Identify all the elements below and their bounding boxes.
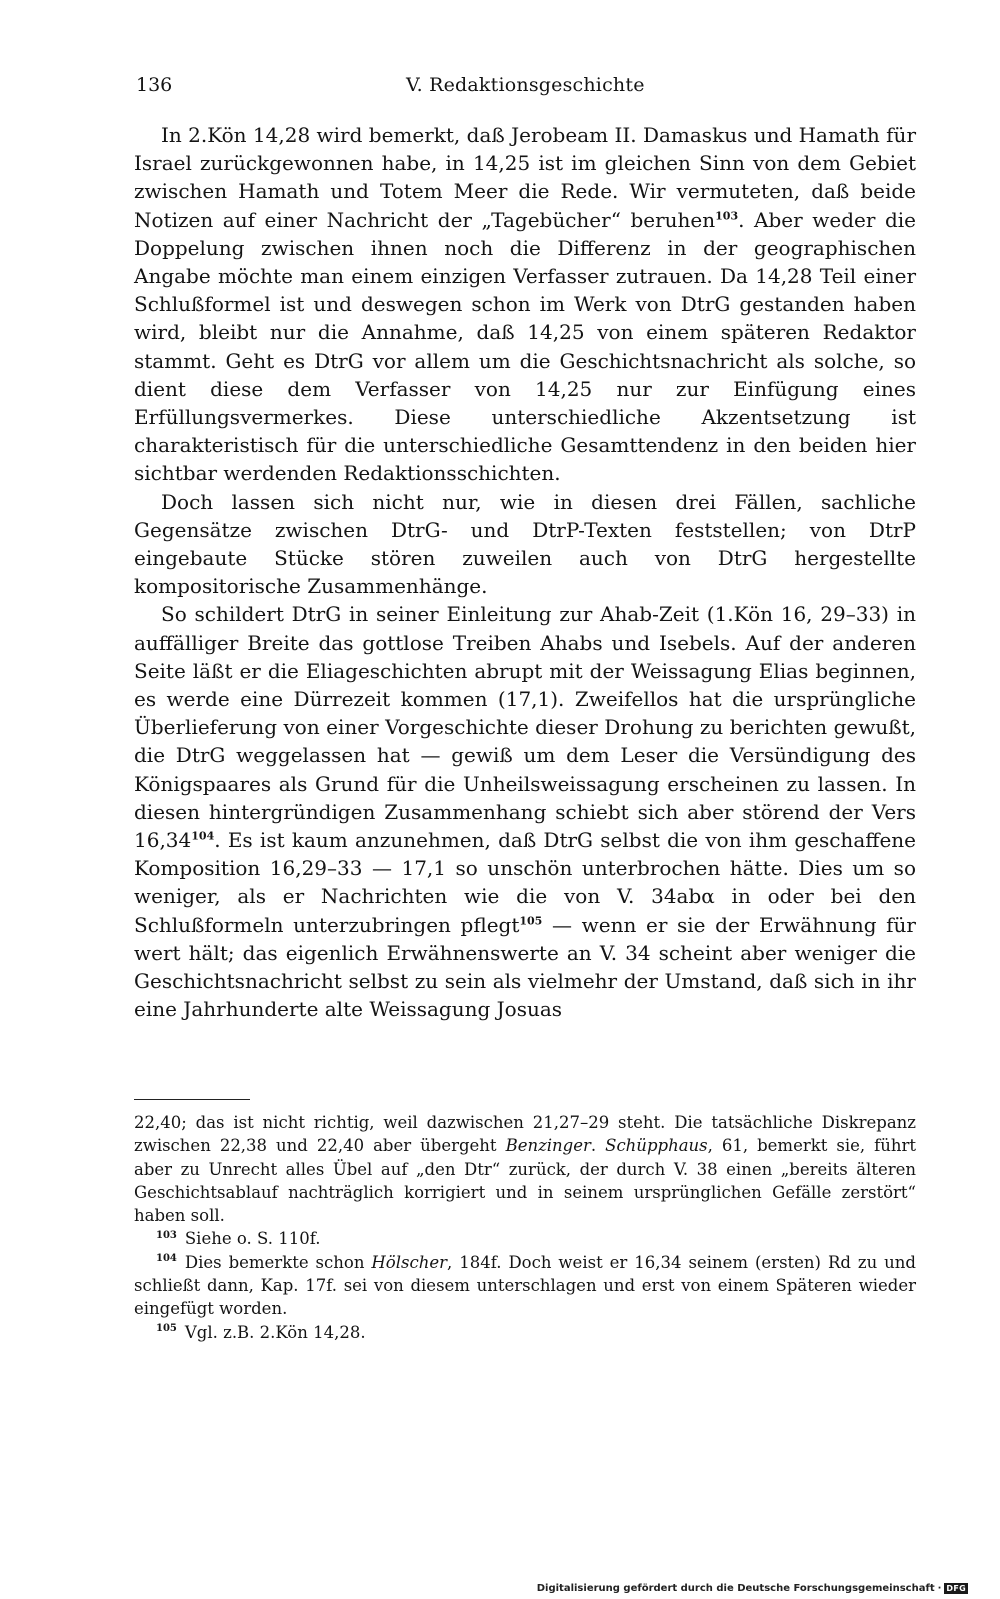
- chapter-title: V. Redaktionsgeschichte: [406, 74, 645, 96]
- page-number: 136: [136, 74, 173, 96]
- footnote-105-text: Vgl. z.B. 2.Kön 14,28.: [184, 1322, 366, 1342]
- paragraph-1: [134, 121, 916, 488]
- footnote-continuation-text-a: 22,40; das ist nicht richtig, weil dazwischen 21,27–29 steht. Die tatsächliche Diskrepanz zwischen 22,38 und 22,40 aber übergeht: [134, 1113, 916, 1156]
- digitization-credit: [537, 1583, 968, 1594]
- author-hoelscher: Hölscher: [371, 1252, 448, 1272]
- paragraph-3-text-b: . Es ist kaum anzunehmen, daß DtrG selbst die von ihm geschaffene Komposition 16,29–33 — 17,1 so unschön unterbrochen hätte. Dies um so weniger, als er Nachrichten wie die von V. 34abα in oder bei den Schlußformeln unterzubringen pflegt: [134, 828, 916, 937]
- footnote-103-text: Siehe o. S. 110f.: [184, 1229, 321, 1249]
- footnote-number-105: 105: [156, 1323, 177, 1335]
- footnote-104-text-b: , 184f. Doch weist er 16,34 seinem (ersten) Rd zu und schließt dann, Kap. 17f. sei von diesem unterschlagen und erst von einem Späteren wieder eingefügt worden.: [134, 1252, 916, 1319]
- paragraph-3-text-c: — wenn er sie der Erwähnung für wert hält; das eigenlich Erwähnenswerte an V. 34 scheint aber weniger die Geschichtsnachricht selbst zu sein als vielmehr der Umstand, daß sich in ihr eine Jahrhunderte alte Weissagung Josuas: [134, 912, 916, 1022]
- footnotes: [134, 1111, 916, 1344]
- footnote-continuation-text-c: , 61, bemerkt sie, führt aber zu Unrecht alles Übel auf „den Dtr“ zurück, der durch V. 38 einen „bereits älteren Geschichtsablauf nachträglich korrigiert und in seinem ursprünglichen Gefälle zerstört“ haben soll.: [134, 1136, 916, 1226]
- paragraph-3-text-a: So schildert DtrG in seiner Einleitung zur Ahab-Zeit (1.Kön 16, 29–33) in auffälliger Breite das gottlose Treiben Ahabs und Isebels. Auf der anderen Seite läßt er die Eliageschichten abrupt mit der Weissagung Elias beginnen, es werde eine Dürrezeit kommen (17,1). Zweifellos hat die ursprüngliche Überlieferung von einer Vorgeschichte dieser Drohung zu berichten gewußt, die DtrG weggelassen hat — gewiß um dem Leser die Versündigung des Königspaares als Grund für die Unheilsweissagung erscheinen zu lassen. In diesen hintergründigen Zusammenhang schiebt sich aber störend der Vers 16,34: [134, 602, 916, 853]
- author-schuepphaus: Schüpphaus: [605, 1136, 708, 1156]
- dfg-logo-icon: DFG: [946, 1584, 966, 1593]
- footnote-105: [134, 1321, 916, 1344]
- digitization-credit-text: Digitalisierung gefördert durch die Deutsche Forschungsgemeinschaft: [536, 1583, 935, 1594]
- footnote-ref-103: 103: [715, 208, 739, 222]
- footnote-104-text-a: Dies bemerkte schon: [184, 1252, 372, 1272]
- footnote-continuation-text-b: .: [590, 1136, 606, 1156]
- credit-separator: ·: [937, 1583, 942, 1594]
- footnote-number-104: 104: [156, 1253, 177, 1265]
- footnote-104: [134, 1251, 916, 1321]
- paragraph-3: [134, 600, 916, 1023]
- footnote-ref-105: 105: [519, 914, 543, 928]
- footnote-divider: [134, 1099, 250, 1100]
- footnote-continuation: [134, 1111, 916, 1227]
- paragraph-1-text-a: In 2.Kön 14,28 wird bemerkt, daß Jerobeam II. Damaskus und Hamath für Israel zurückgewonnen habe, in 14,25 ist im gleichen Sinn von dem Gebiet zwischen Hamath und Totem Meer die Rede. Wir vermuteten, daß beide Notizen auf einer Nachricht der „Tagebücher“ beruhen: [134, 123, 916, 232]
- author-benzinger: Benzinger: [505, 1136, 591, 1156]
- running-head: [136, 70, 916, 100]
- body-text: [134, 121, 916, 1024]
- footnote-number-103: 103: [156, 1229, 177, 1241]
- paragraph-2: Doch lassen sich nicht nur, wie in diesen drei Fällen, sachliche Gegensätze zwischen DtrG- und DtrP-Texten feststellen; von DtrP eingebaute Stücke stören zuweilen auch von DtrG hergestellte kompositorische Zusammenhänge.: [134, 489, 916, 599]
- footnote-ref-104: 104: [191, 829, 215, 843]
- paragraph-1-text-b: . Aber weder die Doppelung zwischen ihnen noch die Differenz in der geographischen Angabe möchte man einem einzigen Verfasser zutrauen. Da 14,28 Teil einer Schlußformel ist und deswegen schon im Werk von DtrG gestanden haben wird, bleibt nur die Annahme, daß 14,25 von einem späteren Redaktor stammt. Geht es DtrG vor allem um die Geschichtsnachricht als solche, so dient diese dem Verfasser von 14,25 nur zur Einfügung eines Erfüllungsvermerkes. Diese unterschiedliche Akzentsetzung ist charakteristisch für die unterschiedliche Gesamttendenz in den beiden hier sichtbar werdenden Redaktionsschichten.: [134, 207, 916, 486]
- footnote-103: [134, 1227, 916, 1250]
